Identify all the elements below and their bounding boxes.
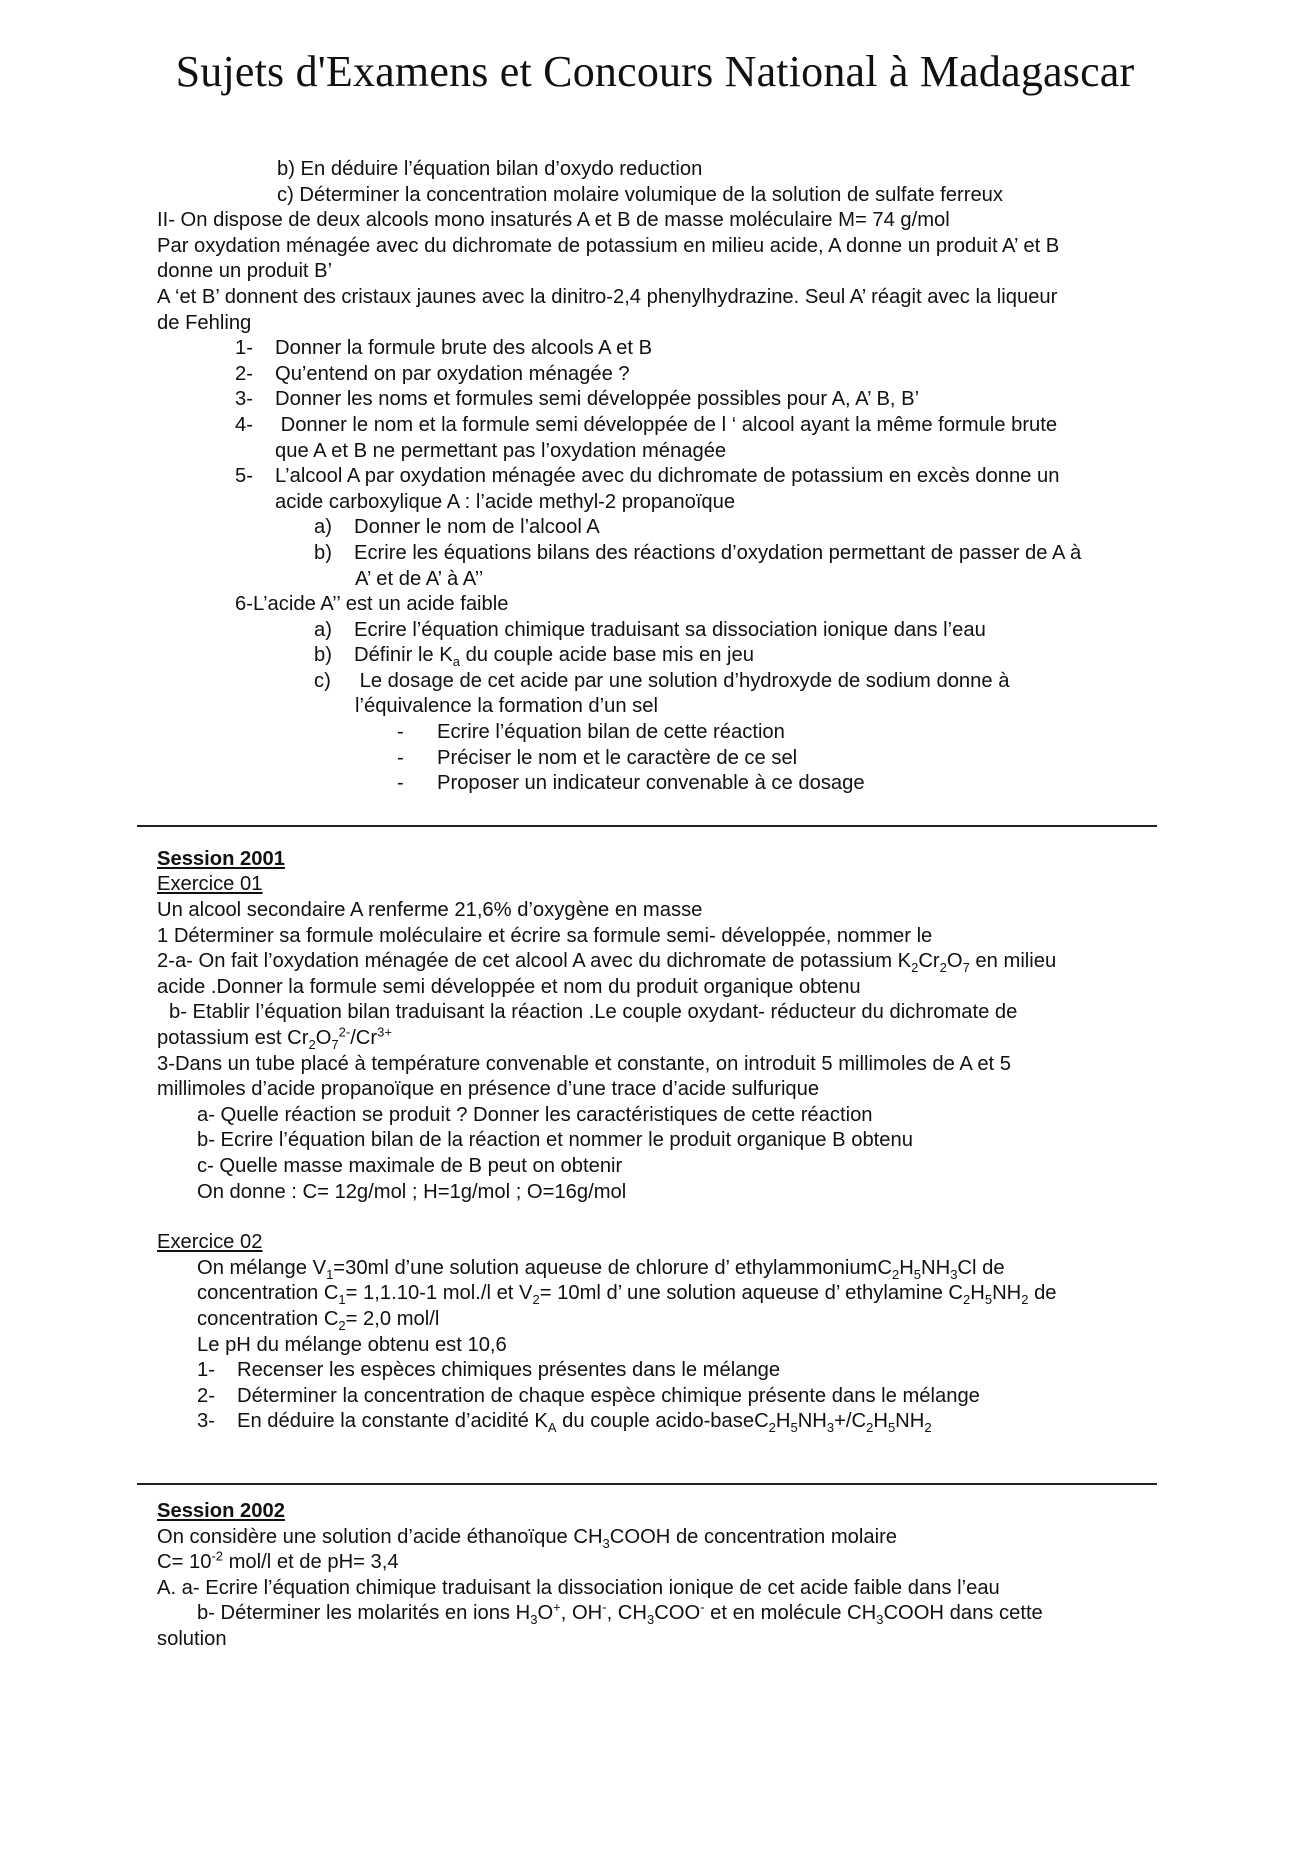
question-5b: b) Ecrire les équations bilans des réactions d’oxydation permettant de passer de A à bbox=[314, 541, 1082, 564]
question-c: c) Déterminer la concentration molaire volumique de la solution de sulfate ferreux bbox=[277, 183, 1003, 206]
exercise-01-title: Exercice 01 bbox=[157, 873, 263, 896]
part-ii-line-5: de Fehling bbox=[157, 311, 252, 334]
exercise-02-title: Exercice 02 bbox=[157, 1231, 263, 1254]
session-2002-title: Session 2002 bbox=[157, 1499, 285, 1522]
question-5-cont: acide carboxylique A : l’acide methyl-2 propanoïque bbox=[275, 490, 736, 513]
question-4-cont: que A et B ne permettant pas l’oxydation ménagée bbox=[275, 439, 727, 462]
bullet-item: - Proposer un indicateur convenable à ce dosage bbox=[397, 772, 865, 795]
question-6c: c) Le dosage de cet acide par une solution d’hydroxyde de sodium donne à bbox=[314, 669, 1010, 692]
question-6a: a) Ecrire l’équation chimique traduisant sa dissociation ionique dans l’eau bbox=[314, 618, 986, 641]
ex1-line-3: 2-a- On fait l’oxydation ménagée de cet alcool A avec du dichromate de potassium $K_2Cr_2O_7$ en milieu bbox=[157, 950, 1057, 976]
question-b: b) En déduire l’équation bilan d’oxydo reduction bbox=[277, 158, 703, 180]
bullet-item: - Préciser le nom et le caractère de ce sel bbox=[397, 746, 798, 769]
question-5: 5- L’alcool A par oxydation ménagée avec du dichromate de potassium en excès donne un bbox=[235, 465, 1060, 488]
ex1-line-9: a- Quelle réaction se produit ? Donner les caractéristiques de cette réaction bbox=[197, 1103, 873, 1126]
s2002-line-2: $C= 10^{-2}$ mol/l et de pH= 3,4 bbox=[157, 1548, 399, 1574]
question-6b: b) Définir le $K_a$ du couple acide base mis en jeu bbox=[314, 644, 754, 670]
part-ii-line-2: Par oxydation ménagée avec du dichromate de potassium en milieu acide, A donne un produit A’ et B bbox=[157, 234, 1060, 257]
session-2001-title: Session 2001 bbox=[157, 847, 285, 870]
ex1-line-6: potassium est $Cr_2O_7^{2-}/Cr^{3+}$ bbox=[157, 1024, 392, 1053]
ex2-question-1: 1- Recenser les espèces chimiques présentes dans le mélange bbox=[197, 1359, 781, 1382]
ex1-line-4: acide .Donner la formule semi développée et nom du produit organique obtenu bbox=[157, 975, 861, 998]
question-5b-cont: A’ et de A’ à A’’ bbox=[355, 567, 484, 590]
ex2-line-1: On mélange $V_1=30ml$ d’une solution aqueuse de chlorure d’ $ethylammoniumC_2H_5NH_3Cl$ de bbox=[197, 1256, 1005, 1282]
ex1-line-7: 3-Dans un tube placé à température convenable et constante, on introduit 5 millimoles de A et 5 bbox=[157, 1052, 1012, 1075]
ex2-line-4: Le pH du mélange obtenu est 10,6 bbox=[197, 1333, 507, 1356]
question-6c-cont: l’équivalence la formation d’un sel bbox=[355, 695, 658, 718]
document-body bbox=[157, 157, 1167, 1652]
ex2-line-2: concentration $C_1= 1,1.10-1$ mol./l et $V_2= 10ml$ d’ une solution aqueuse d’ ethylamine $C_2H_5NH_2$ de bbox=[197, 1282, 1057, 1308]
ex2-line-3: concentration $C_2= 2,0$ mol/l bbox=[197, 1307, 440, 1333]
s2002-line-5: solution bbox=[157, 1627, 227, 1650]
part-ii-line-3: donne un produit B’ bbox=[157, 260, 333, 283]
ex2-question-3: 3- En déduire la constante d’acidité $K_A$ du couple acido-$baseC_2H_5NH_3+/C_2H_5NH_2$ bbox=[197, 1410, 932, 1436]
ex1-line-2: 1 Déterminer sa formule moléculaire et écrire sa formule semi- développée, nommer le bbox=[157, 924, 933, 947]
bullet-item: - Ecrire l’équation bilan de cette réaction bbox=[397, 721, 785, 744]
question-4: 4- Donner le nom et la formule semi développée de l ‘ alcool ayant la même formule brute bbox=[235, 413, 1058, 436]
s2002-line-3: A. a- Ecrire l’équation chimique traduisant la dissociation ionique de cet acide faible dans l’eau bbox=[157, 1576, 1000, 1599]
question-1: 1- Donner la formule brute des alcools A et B bbox=[235, 337, 653, 360]
ex1-line-8: millimoles d’acide propanoïque en présence d’une trace d’acide sulfurique bbox=[157, 1078, 820, 1101]
ex1-line-10: b- Ecrire l’équation bilan de la réaction et nommer le produit organique B obtenu bbox=[197, 1129, 913, 1152]
question-2: 2- Qu’entend on par oxydation ménagée ? bbox=[235, 362, 630, 385]
question-3: 3- Donner les noms et formules semi développée possibles pour A, A’ B, B’ bbox=[235, 388, 920, 411]
ex1-line-5: b- Etablir l’équation bilan traduisant la réaction .Le couple oxydant- réducteur du dichromate de bbox=[169, 1001, 1018, 1024]
s2002-line-1: On considère une solution d’acide éthanoïque $CH_3COOH$ de concentration molaire bbox=[157, 1525, 898, 1551]
ex1-line-1: Un alcool secondaire A renferme 21,6% d’oxygène en masse bbox=[157, 899, 703, 922]
question-5a: a) Donner le nom de l’alcool A bbox=[314, 516, 600, 539]
part-ii-line-4: A ‘et B’ donnent des cristaux jaunes avec la dinitro-2,4 phenylhydrazine. Seul A’ réagit avec la liqueur bbox=[157, 285, 1058, 308]
ex1-line-11: c- Quelle masse maximale de B peut on obtenir bbox=[197, 1154, 623, 1177]
question-6: 6-L’acide A’’ est un acide faible bbox=[235, 593, 509, 616]
ex1-line-12: On donne : C= 12g/mol ; H=1g/mol ; O=16g/mol bbox=[197, 1180, 627, 1203]
s2002-line-4: b- Déterminer les molarités en ions $H_3O^+$, OH-, $CH_3COO^-$ et en molécule $CH_3COOH$ dans cette bbox=[197, 1599, 1043, 1628]
part-ii-line-1: II- On dispose de deux alcools mono insaturés A et B de masse moléculaire M= 74 g/mol bbox=[157, 209, 950, 232]
ex2-question-2: 2- Déterminer la concentration de chaque espèce chimique présente dans le mélange bbox=[197, 1384, 980, 1407]
page-header-title: Sujets d'Examens et Concours National à Madagascar bbox=[175, 47, 1135, 96]
